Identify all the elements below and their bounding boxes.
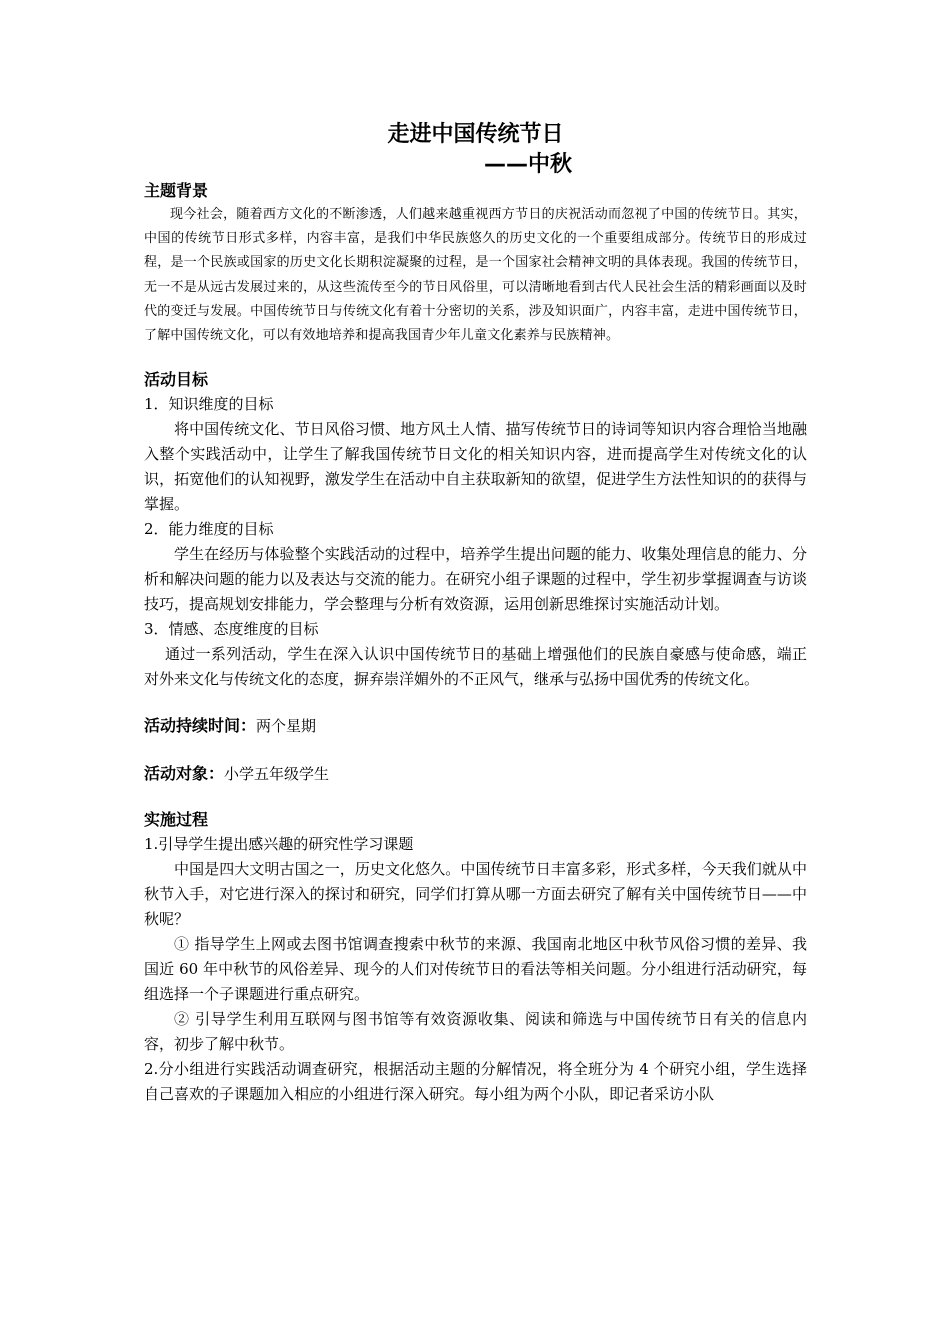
goal-emotion-text: 通过一系列活动，学生在深入认识中国传统节日的基础上增强他们的民族自豪感与使命感，端正对外来文化与传统文化的态度，摒弃崇洋媚外的不正风气，继承与弘扬中国优秀的传统文化。: [144, 645, 807, 689]
process-step1-title: 1.引导学生提出感兴趣的研究性学习课题: [144, 835, 414, 854]
section-heading-process: 实施过程: [144, 810, 209, 830]
goal-knowledge-text: 将中国传统文化、节日风俗习惯、地方风土人情、描写传统节日的诗词等知识内容合理恰当地融入整个实践活动中，让学生了解我国传统节日文化的相关知识内容，进而提高学生对传统文化的认识，拓宽他们的认知视野，激发学生在活动中自主获取新知的欲望，促进学生方法性知识的的获得与掌握。: [144, 420, 807, 514]
goal-ability-title: 2．能力维度的目标: [144, 520, 274, 539]
process-step2-text: 2.分小组进行实践活动调查研究，根据活动主题的分解情况，将全班分为 4 个研究小组，学生选择自己喜欢的子课题加入相应的小组进行深入研究。每小组为两个小队，即记者采访小队: [144, 1060, 807, 1104]
goal-ability-text: 学生在经历与体验整个实践活动的过程中，培养学生提出问题的能力、收集处理信息的能力、分析和解决问题的能力以及表达与交流的能力。在研究小组子课题的过程中，学生初步掌握调查与访谈技巧，提高规划安排能力，学会整理与分析有效资源，运用创新思维探讨实施活动计划。: [144, 545, 807, 614]
document-body: [144, 119, 807, 1107]
document-subtitle: ——中秋: [484, 152, 573, 177]
duration-label: 活动持续时间：: [144, 716, 257, 736]
target-value: 小学五年级学生: [224, 765, 330, 784]
process-step1-point1: ① 指导学生上网或去图书馆调查搜索中秋节的来源、我国南北地区中秋节风俗习惯的差异、我国近 60 年中秋节的风俗差异、现今的人们对传统节日的看法等相关问题。分小组进行活动研究，每组选择一个子课题进行重点研究。: [144, 935, 807, 1004]
target-label: 活动对象：: [144, 764, 225, 784]
process-step1-point2: ② 引导学生利用互联网与图书馆等有效资源收集、阅读和筛选与中国传统节日有关的信息内容，初步了解中秋节。: [144, 1010, 807, 1054]
section-heading-background: 主题背景: [144, 181, 209, 200]
process-step1-text: 中国是四大文明古国之一，历史文化悠久。中国传统节日丰富多彩，形式多样，今天我们就从中秋节入手，对它进行深入的探讨和研究，同学们打算从哪一方面去研究了解有关中国传统节日——中秋呢？: [144, 860, 807, 929]
section-heading-goals: 活动目标: [144, 370, 209, 390]
goal-emotion-title: 3．情感、态度维度的目标: [144, 620, 319, 639]
duration-line: [144, 712, 807, 740]
goal-knowledge-title: 1．知识维度的目标: [144, 395, 274, 414]
background-paragraph: 现今社会，随着西方文化的不断渗透，人们越来越重视西方节日的庆祝活动而忽视了中国的传统节日。其实，中国的传统节日形式多样，内容丰富，是我们中华民族悠久的历史文化的一个重要组成部分。传统节日的形成过程，是一个民族或国家的历史文化长期积淀凝聚的过程，是一个国家社会精神文明的具体表现。我国的传统节日，无一不是从远古发展过来的，从这些流传至今的节日风俗里，可以清晰地看到古代人民社会生活的精彩画面以及时代的变迁与发展。中国传统节日与传统文化有着十分密切的关系，涉及知识面广，内容丰富，走进中国传统节日，了解中国传统文化，可以有效地培养和提高我国青少年儿童文化素养与民族精神。: [144, 207, 807, 344]
target-line: [144, 760, 807, 788]
document-title: 走进中国传统节日: [387, 122, 564, 147]
duration-value: 两个星期: [256, 717, 317, 736]
